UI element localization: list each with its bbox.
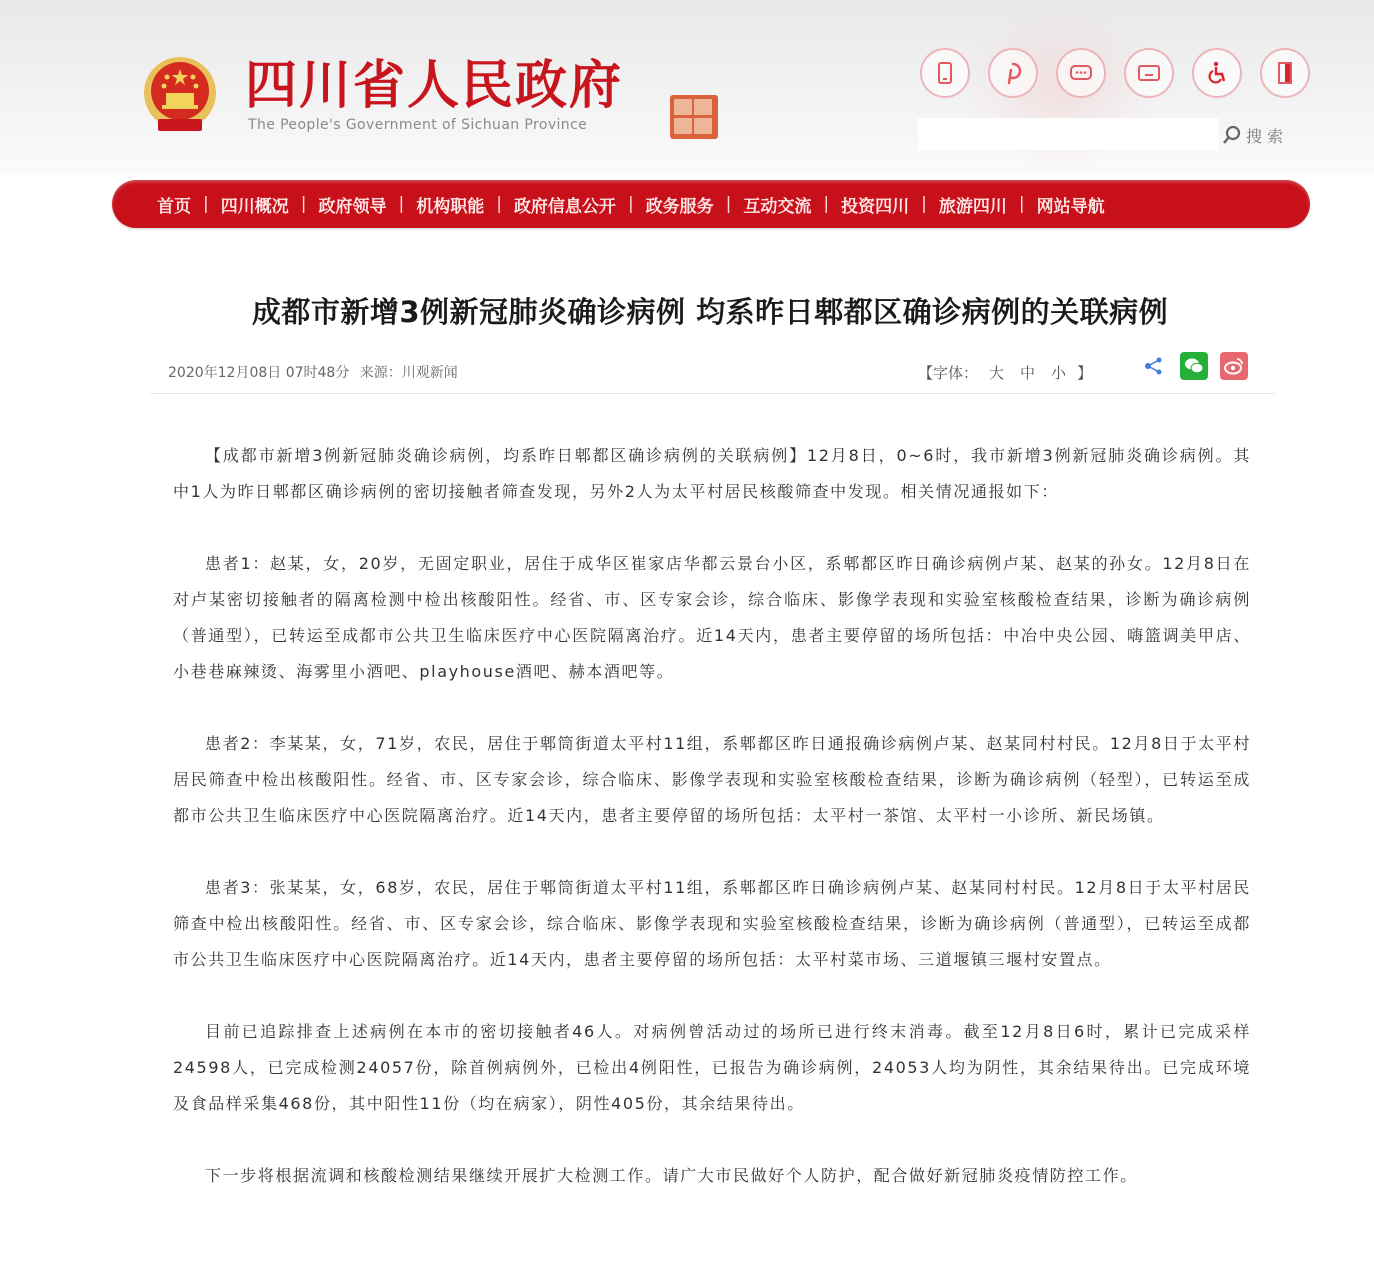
seal-logo: [670, 95, 718, 139]
exit-button[interactable]: [1260, 48, 1310, 98]
search-button-label: 搜 索: [1246, 126, 1284, 146]
nav-separator: |: [300, 194, 307, 214]
wechat-icon: [1183, 355, 1205, 377]
article-body: [173, 438, 1251, 1230]
nav-item-sitemap[interactable]: 网站导航: [1036, 196, 1105, 217]
exit-icon: [1272, 60, 1298, 86]
mobile-button[interactable]: [920, 48, 970, 98]
share-weibo-button[interactable]: [1220, 352, 1248, 380]
nav-item-overview[interactable]: 四川概况: [220, 196, 289, 217]
article-date: 2020年12月08日 07时48分: [168, 365, 350, 381]
mail-icon: [1136, 60, 1162, 86]
nav-separator: |: [1018, 194, 1025, 214]
share-bar: [1140, 352, 1248, 380]
search-button[interactable]: [1222, 122, 1283, 148]
nav-separator: |: [496, 194, 502, 214]
nav-item-tourism[interactable]: 旅游四川: [938, 196, 1007, 217]
nav-separator: |: [627, 194, 634, 214]
nav-separator: |: [398, 194, 405, 214]
share-icon: [1143, 355, 1165, 377]
article-title: 成都市新增3例新冠肺炎确诊病例 均系昨日郫都区确诊病例的关联病例: [251, 295, 1169, 329]
article-paragraph: 【成都市新增3例新冠肺炎确诊病例，均系昨日郫都区确诊病例的关联病例】12月8日，0~6时，我市新增3例新冠肺炎确诊病例。其中1人为昨日郫都区确诊病例的密切接触者筛查发现，另外2人为太平村居民核酸筛查中发现。相关情况通报如下：: [173, 446, 1251, 501]
font-size-medium[interactable]: 中: [1020, 364, 1036, 382]
nav-item-interaction[interactable]: 互动交流: [743, 196, 812, 217]
nav-separator: |: [823, 194, 830, 214]
search-input[interactable]: [918, 118, 1218, 150]
share-wechat-button[interactable]: [1180, 352, 1208, 380]
nav-separator: |: [725, 194, 732, 214]
site-subtitle: The People's Government of Sichuan Province: [248, 117, 588, 133]
accessibility-icon: [1204, 60, 1230, 86]
share-pin-button[interactable]: [988, 48, 1038, 98]
article-paragraph: 目前已追踪排查上述病例在本市的密切接触者46人。对病例曾活动过的场所已进行终末消毒。截至12月8日6时，累计已完成采样24598人，已完成检测24057份，除首例病例外，已检出4例阳性，已报告为确诊病例，24053人均为阴性，其余结果待出。已完成环境及食品样采集468份，其中阳性11份（均在病家），阴性405份，其余结果待出。: [173, 1022, 1251, 1113]
nav-item-invest[interactable]: 投资四川: [841, 196, 910, 217]
font-size-label: 【字体：: [918, 364, 979, 382]
nav-separator: |: [203, 194, 209, 214]
mail-button[interactable]: [1124, 48, 1174, 98]
mobile-icon: [932, 60, 958, 86]
national-emblem-logo[interactable]: [140, 55, 220, 137]
message-button[interactable]: [1056, 48, 1106, 98]
article-paragraph: 患者1：赵某，女，20岁，无固定职业，居住于成华区崔家店华都云景台小区，系郫都区昨日确诊病例卢某、赵某的孙女。12月8日在对卢某密切接触者的隔离检测中检出核酸阳性。经省、市、区专家会诊，综合临床、影像学表现和实验室核酸检查结果，诊断为确诊病例（普通型），已转运至成都市公共卫生临床医疗中心医院隔离治疗。近14天内，患者主要停留的场所包括：中冶中央公园、嗨篮调美甲店、小巷巷麻辣烫、海雾里小酒吧、playhouse酒吧、赫本酒吧等。: [173, 554, 1251, 681]
weibo-icon: [1223, 355, 1245, 377]
article-meta: [168, 362, 464, 382]
pinterest-icon: [1000, 60, 1026, 86]
site-title: 四川省人民政府: [245, 56, 624, 116]
font-size-close: 】: [1077, 364, 1093, 382]
message-icon: [1068, 60, 1094, 86]
font-size-large[interactable]: 大: [989, 364, 1005, 382]
font-size-small[interactable]: 小: [1051, 364, 1067, 382]
meta-divider: [150, 393, 1275, 394]
article-source: 来源：川观新闻: [359, 365, 458, 381]
nav-item-leaders[interactable]: 政府领导: [318, 196, 387, 217]
article-paragraph: 下一步将根据流调和核酸检测结果继续开展扩大检测工作。请广大市民做好个人防护，配合做好新冠肺炎疫情防控工作。: [205, 1166, 1138, 1185]
article-paragraph: 患者2：李某某，女，71岁，农民，居住于郫筒街道太平村11组，系郫都区昨日通报确诊病例卢某、赵某同村村民。12月8日于太平村居民筛查中检出核酸阳性。经省、市、区专家会诊，综合临床、影像学表现和实验室核酸检查结果，诊断为确诊病例（轻型），已转运至成都市公共卫生临床医疗中心医院隔离治疗。近14天内，患者主要停留的场所包括：太平村一茶馆、太平村一小诊所、新民场镇。: [173, 734, 1251, 825]
nav-item-services[interactable]: 政务服务: [645, 196, 714, 217]
share-button[interactable]: [1140, 352, 1168, 380]
font-size-control: [918, 362, 1092, 383]
nav-separator: |: [921, 194, 927, 214]
article-paragraph: 患者3：张某某，女，68岁，农民，居住于郫筒街道太平村11组，系郫都区昨日确诊病例卢某、赵某同村村民。12月8日于太平村居民筛查中检出核酸阳性。经省、市、区专家会诊，综合临床、影像学表现和实验室核酸检查结果，诊断为确诊病例（普通型），已转运至成都市公共卫生临床医疗中心医院隔离治疗。近14天内，患者主要停留的场所包括：太平村菜市场、三道堰镇三堰村安置点。: [173, 878, 1251, 969]
nav-item-info-disclosure[interactable]: 政府信息公开: [513, 196, 616, 217]
site-header: [0, 0, 1374, 175]
accessibility-button[interactable]: [1192, 48, 1242, 98]
search-icon: [1222, 125, 1242, 145]
main-nav: [112, 180, 1310, 228]
nav-item-functions[interactable]: 机构职能: [416, 196, 485, 217]
nav-item-home[interactable]: 首页: [157, 196, 191, 217]
header-tools: [920, 48, 1310, 98]
